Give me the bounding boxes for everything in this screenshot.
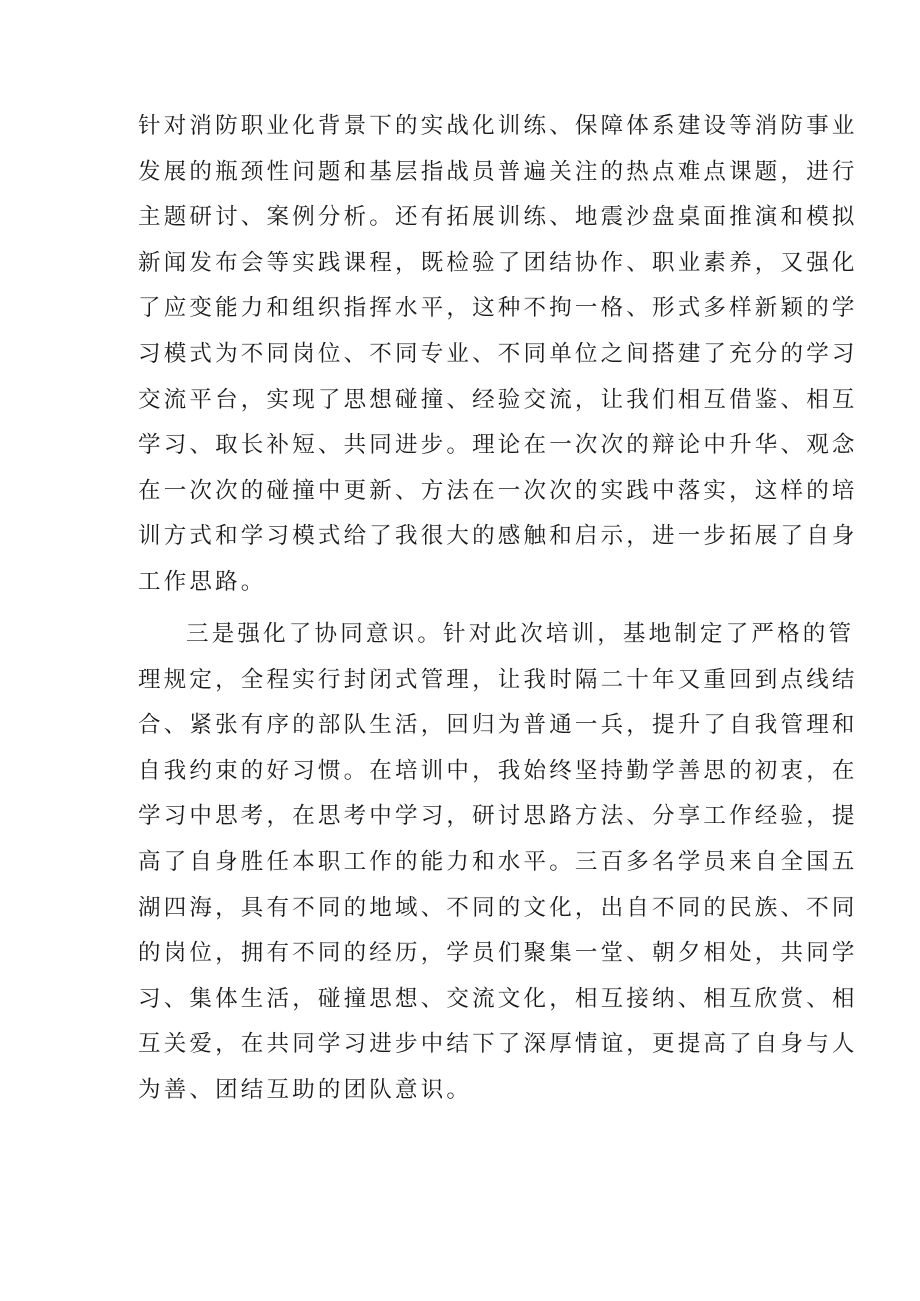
text-line: 为善、团结互助的团队意识。	[138, 1076, 473, 1103]
text-line: 理规定，全程实行封闭式管理，让我时隔二十年又重回到点线结	[138, 666, 858, 693]
text-line: 新闻发布会等实践课程，既检验了团结协作、职业素养，又强化	[138, 249, 858, 276]
text-line: 工作思路。	[138, 568, 267, 595]
paragraph-training-methods	[138, 104, 858, 606]
text-line: 发展的瓶颈性问题和基层指战员普遍关注的热点难点课题，进行	[138, 158, 858, 185]
text-line: 自我约束的好习惯。在培训中，我始终坚持勤学善思的初衷，在	[138, 757, 858, 784]
text-line: 高了自身胜任本职工作的能力和水平。三百多名学员来自全国五	[138, 848, 858, 875]
paragraph-collaboration-awareness	[138, 612, 858, 1114]
text-line: 学习中思考，在思考中学习，研讨思路方法、分享工作经验，提	[138, 803, 858, 830]
text-line: 习、集体生活，碰撞思想、交流文化，相互接纳、相互欣赏、相	[138, 985, 858, 1012]
text-line: 交流平台，实现了思想碰撞、经验交流，让我们相互借鉴、相互	[138, 386, 858, 413]
text-line: 训方式和学习模式给了我很大的感触和启示，进一步拓展了自身	[138, 523, 858, 550]
text-line: 合、紧张有序的部队生活，回归为普通一兵，提升了自我管理和	[138, 712, 858, 739]
text-line: 在一次次的碰撞中更新、方法在一次次的实践中落实，这样的培	[138, 477, 858, 504]
text-line: 了应变能力和组织指挥水平，这种不拘一格、形式多样新颖的学	[138, 295, 858, 322]
text-line: 的岗位，拥有不同的经历，学员们聚集一堂、朝夕相处，共同学	[138, 940, 858, 967]
text-line: 湖四海，具有不同的地域、不同的文化，出自不同的民族、不同	[138, 894, 858, 921]
text-line: 习模式为不同岗位、不同专业、不同单位之间搭建了充分的学习	[138, 340, 858, 367]
text-line: 学习、取长补短、共同进步。理论在一次次的辩论中升华、观念	[138, 432, 858, 459]
text-line: 主题研讨、案例分析。还有拓展训练、地震沙盘桌面推演和模拟	[138, 204, 858, 231]
text-line: 互关爱，在共同学习进步中结下了深厚情谊，更提高了自身与人	[138, 1031, 858, 1058]
text-line-first: 三是强化了协同意识。针对此次培训，基地制定了严格的管	[186, 621, 855, 647]
text-line: 针对消防职业化背景下的实战化训练、保障体系建设等消防事业	[138, 113, 858, 139]
